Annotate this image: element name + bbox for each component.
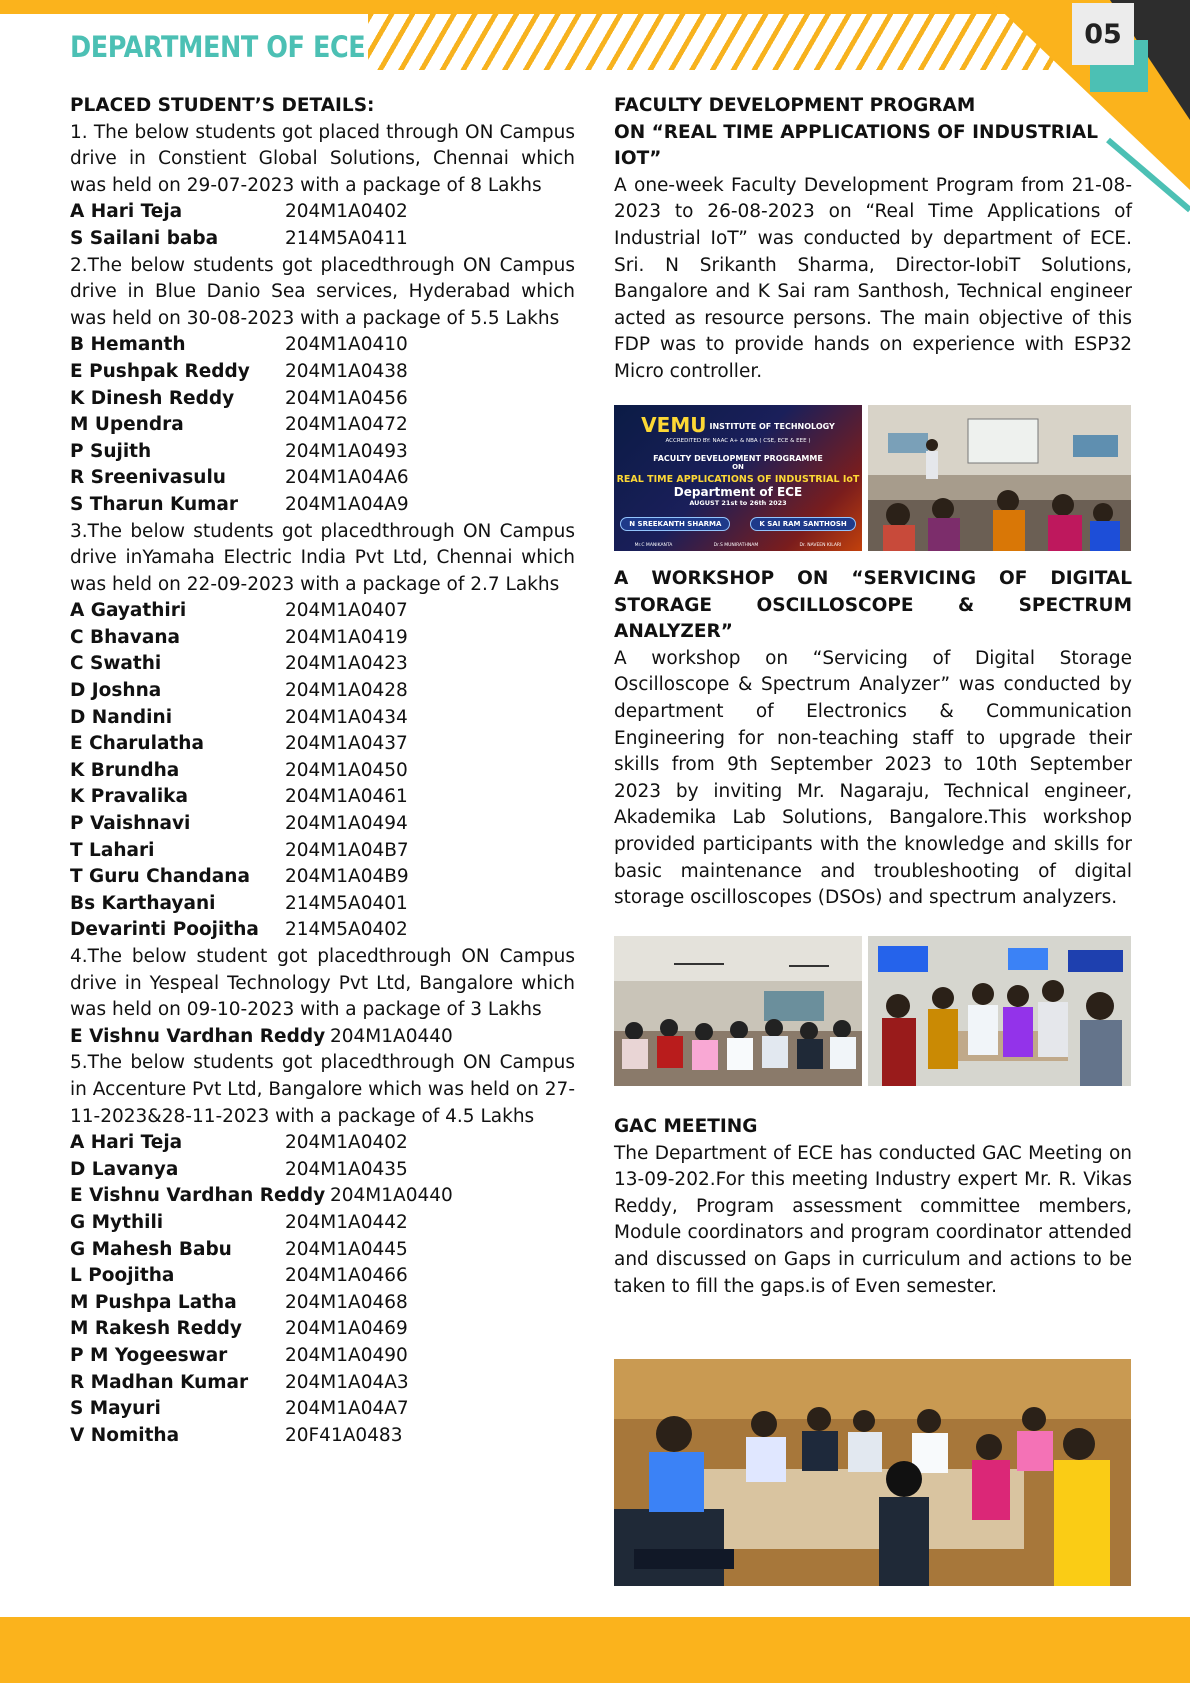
student-name: A Hari Teja — [70, 1132, 183, 1154]
student-name: E Pushpak Reddy — [70, 360, 250, 382]
fdp-heading-line1: FACULTY DEVELOPMENT PROGRAM — [614, 95, 976, 116]
student-row — [70, 598, 575, 625]
poster-footer2: Dr.S MUNIRATHNAM — [713, 543, 759, 548]
student-row — [70, 1370, 575, 1397]
student-row — [70, 891, 575, 918]
workshop-photo-demo — [868, 936, 1131, 1086]
student-row — [70, 1263, 575, 1290]
student-name: R Madhan Kumar — [70, 1371, 249, 1393]
student-name: K Dinesh Reddy — [70, 387, 235, 409]
student-row — [70, 1290, 575, 1317]
fdp-heading-line2: ON “REAL TIME APPLICATIONS OF INDUSTRIAL IOT” — [614, 121, 1098, 170]
student-name: T Lahari — [70, 839, 155, 861]
student-roll-number: 204M1A0468 — [285, 1291, 408, 1313]
workshop-photo-seated — [614, 936, 862, 1086]
student-roll-number: 204M1A0466 — [285, 1265, 408, 1287]
student-name: P Sujith — [70, 440, 152, 462]
student-name: E Vishnu Vardhan Reddy — [70, 1185, 326, 1207]
gac-heading: GAC MEETING — [614, 1116, 758, 1137]
student-roll-number: 204M1A04A3 — [285, 1371, 409, 1393]
student-row — [70, 811, 575, 838]
student-row — [70, 1396, 575, 1423]
gac-section — [614, 1114, 1132, 1300]
drives-list — [70, 120, 575, 1450]
student-row — [70, 917, 575, 944]
gac-text: The Department of ECE has conducted GAC Meeting on 13-09-202.For this meeting Industry expert Mr. R. Vikas Reddy, Program assessment committee members, Module coordinators and program coordinator attended and discussed on Gaps in curriculum and actions to be taken to fill the gaps.is of Even semester. — [614, 1142, 1132, 1297]
student-row — [70, 332, 575, 359]
student-row — [70, 1157, 575, 1184]
student-roll-number: 204M1A0419 — [285, 626, 408, 648]
student-roll-number: 204M1A0461 — [285, 786, 408, 808]
student-name: P Vaishnavi — [70, 813, 191, 835]
student-name: D Joshna — [70, 680, 162, 702]
poster-line4: Department of ECE — [673, 485, 803, 499]
drive-description: 1. The below students got placed through ON Campus drive in Constient Global Solutions, Chennai which was held on 29-07-2023 with a package of 8 Lakhs — [70, 121, 575, 196]
drive-description: 2.The below students got placedthrough ON Campus drive in Blue Danio Sea services, Hyderabad which was held on 30-08-2023 with a package of 5.5 Lakhs — [70, 254, 575, 329]
student-name: K Pravalika — [70, 786, 188, 808]
student-name: L Poojitha — [70, 1265, 175, 1287]
student-roll-number: 204M1A04B7 — [285, 839, 409, 861]
fdp-text: A one-week Faculty Development Program from 21-08-2023 to 26-08-2023 on “Real Time Applications of Industrial IoT” was conducted by department of ECE. Sri. N Srikanth Sharma, Director-IobiT Solutions, Bangalore and K Sai ram Santhosh, Technical engineer acted as resource persons. The main objective of this FDP was to provide hands on experience with ESP32 Micro controller. — [614, 174, 1132, 382]
student-name: Bs Karthayani — [70, 892, 216, 914]
student-roll-number: 204M1A0493 — [285, 440, 408, 462]
student-row — [70, 1024, 575, 1051]
gac-meeting-photo — [614, 1359, 1131, 1586]
student-roll-number: 204M1A0456 — [285, 387, 408, 409]
student-name: A Hari Teja — [70, 201, 183, 223]
student-row — [70, 1343, 575, 1370]
student-name: K Brundha — [70, 759, 180, 781]
student-name: S Tharun Kumar — [70, 493, 239, 515]
student-name: Devarinti Poojitha — [70, 919, 259, 941]
placed-students-column — [70, 93, 575, 1449]
placed-students-heading: PLACED STUDENT’S DETAILS: — [70, 95, 375, 116]
student-row — [70, 838, 575, 865]
student-name: E Vishnu Vardhan Reddy — [70, 1025, 326, 1047]
student-name: E Charulatha — [70, 733, 204, 755]
fdp-classroom-photo — [868, 405, 1131, 551]
student-roll-number: 204M1A0410 — [285, 334, 408, 356]
student-roll-number: 214M5A0411 — [285, 227, 408, 249]
student-roll-number: 204M1A0494 — [285, 813, 408, 835]
drive-description: 4.The below student got placedthrough ON Campus drive in Yespeal Technology Pvt Ltd, Bangalore which was held on 09-10-2023 with a package of 3 Lakhs — [70, 946, 575, 1021]
student-roll-number: 204M1A0428 — [285, 680, 408, 702]
student-row — [70, 226, 575, 253]
student-roll-number: 204M1A0402 — [285, 201, 408, 223]
student-roll-number: 204M1A0440 — [330, 1185, 453, 1207]
fdp-poster-image — [614, 405, 862, 551]
department-title: DEPARTMENT OF ECE — [70, 30, 366, 64]
student-name: C Bhavana — [70, 626, 180, 648]
student-roll-number: 204M1A04A7 — [285, 1398, 409, 1420]
student-row — [70, 1423, 575, 1450]
student-row — [70, 625, 575, 652]
student-roll-number: 204M1A0440 — [330, 1025, 453, 1047]
workshop-section — [614, 566, 1132, 912]
student-row — [70, 465, 575, 492]
student-name: C Swathi — [70, 653, 162, 675]
student-row — [70, 784, 575, 811]
drive-description: 3.The below students got placedthrough ON Campus drive inYamaha Electric India Pvt Ltd, Chennai which was held on 22-09-2023 with a package of 2.7 Lakhs — [70, 520, 575, 595]
student-roll-number: 204M1A0435 — [285, 1158, 408, 1180]
drive-description: 5.The below students got placedthrough ON Campus in Accenture Pvt Ltd, Bangalore which was held on 27-11-2023&28-11-2023 with a package of 4.5 Lakhs — [70, 1052, 575, 1127]
student-row — [70, 651, 575, 678]
events-column — [614, 93, 1132, 386]
student-row — [70, 359, 575, 386]
student-row — [70, 758, 575, 785]
header-stripes — [368, 14, 1068, 70]
student-row — [70, 678, 575, 705]
student-row — [70, 386, 575, 413]
student-roll-number: 204M1A0437 — [285, 733, 408, 755]
student-row — [70, 1210, 575, 1237]
student-roll-number: 204M1A04A9 — [285, 493, 409, 515]
student-roll-number: 204M1A0469 — [285, 1318, 408, 1340]
student-name: R Sreenivasulu — [70, 467, 226, 489]
student-name: D Lavanya — [70, 1158, 179, 1180]
student-name: A Gayathiri — [70, 600, 187, 622]
student-name: V Nomitha — [70, 1424, 180, 1446]
poster-accreditation: ACCREDITED BY: NAAC A+ & NBA ( CSE, ECE & EEE ) — [665, 438, 811, 444]
poster-footer3: Dr. NAVEEN KILARI — [799, 543, 842, 548]
student-roll-number: 204M1A0402 — [285, 1132, 408, 1154]
student-roll-number: 214M5A0401 — [285, 892, 408, 914]
poster-logo: VEMU — [641, 413, 707, 437]
poster-line3: REAL TIME APPLICATIONS OF INDUSTRIAL IoT — [616, 474, 860, 485]
student-name: P M Yogeeswar — [70, 1344, 228, 1366]
student-roll-number: 214M5A0402 — [285, 919, 408, 941]
student-name: G Mahesh Babu — [70, 1238, 232, 1260]
student-roll-number: 204M1A0450 — [285, 759, 408, 781]
student-row — [70, 1316, 575, 1343]
student-row — [70, 1237, 575, 1264]
student-row — [70, 492, 575, 519]
poster-speaker1: N SREEKANTH SHARMA — [620, 517, 730, 531]
student-name: B Hemanth — [70, 334, 186, 356]
student-roll-number: 204M1A0407 — [285, 600, 408, 622]
student-name: M Pushpa Latha — [70, 1291, 237, 1313]
student-roll-number: 204M1A0423 — [285, 653, 408, 675]
student-roll-number: 204M1A0442 — [285, 1211, 408, 1233]
student-roll-number: 204M1A0438 — [285, 360, 408, 382]
student-row — [70, 1183, 575, 1210]
student-roll-number: 204M1A0472 — [285, 414, 408, 436]
poster-footer1: Mr.C MANIKANTA — [634, 543, 673, 548]
student-name: M Rakesh Reddy — [70, 1318, 242, 1340]
student-name: T Guru Chandana — [70, 866, 250, 888]
student-row — [70, 1130, 575, 1157]
student-roll-number: 204M1A04A6 — [285, 467, 409, 489]
student-name: D Nandini — [70, 706, 173, 728]
student-roll-number: 204M1A0490 — [285, 1344, 408, 1366]
student-name: G Mythili — [70, 1211, 164, 1233]
student-roll-number: 204M1A04B9 — [285, 866, 409, 888]
student-roll-number: 204M1A0445 — [285, 1238, 408, 1260]
student-row — [70, 199, 575, 226]
workshop-heading: A WORKSHOP ON “SERVICING OF DIGITAL STORAGE OSCILLOSCOPE & SPECTRUM ANALYZER” — [614, 568, 1132, 643]
student-row — [70, 705, 575, 732]
student-roll-number: 204M1A0434 — [285, 706, 408, 728]
student-row — [70, 864, 575, 891]
page-number: 05 — [1072, 3, 1134, 65]
student-name: M Upendra — [70, 414, 184, 436]
student-name: S Sailani baba — [70, 227, 219, 249]
poster-logo-sub: INSTITUTE OF TECHNOLOGY — [709, 422, 835, 431]
footer-band — [0, 1617, 1190, 1683]
poster-line2: ON — [732, 463, 744, 471]
student-name: S Mayuri — [70, 1398, 161, 1420]
poster-speaker2: K SAI RAM SANTHOSH — [750, 517, 855, 531]
poster-line5: AUGUST 21st to 26th 2023 — [689, 499, 787, 507]
student-row — [70, 731, 575, 758]
student-roll-number: 20F41A0483 — [285, 1424, 403, 1446]
student-row — [70, 439, 575, 466]
student-row — [70, 412, 575, 439]
workshop-text: A workshop on “Servicing of Digital Storage Oscilloscope & Spectrum Analyzer” was conducted by department of Electronics & Communication Engineering for non-teaching staff to upgrade their skills from 9th September 2023 to 10th September 2023 by inviting Mr. Nagaraju, Technical engineer, Akademika Lab Solutions, Bangalore.This workshop provided participants with the knowledge and skills for basic maintenance and troubleshooting of digital storage oscilloscopes (DSOs) and spectrum analyzers. — [614, 647, 1132, 909]
poster-line1: FACULTY DEVELOPMENT PROGRAMME — [653, 454, 823, 463]
